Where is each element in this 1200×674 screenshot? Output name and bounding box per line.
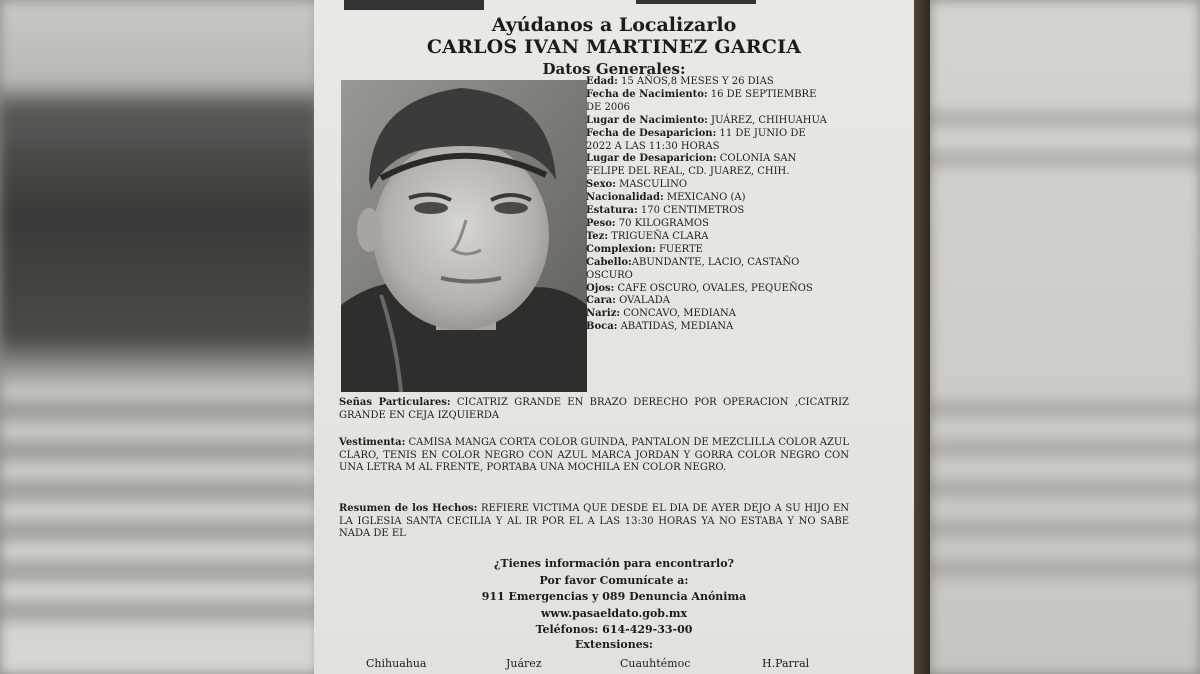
detail-value: 16 DE SEPTIEMBRE DE 2006 [586, 88, 817, 113]
detail-label: Edad: [586, 76, 618, 87]
clothing [339, 437, 849, 475]
clothing-label: Vestimenta: [339, 437, 406, 448]
detail-value: JUÁREZ, CHIHUAHUA [707, 114, 827, 126]
detail-value: 11 DE JUNIO DE 2022 A LAS 11:30 HORAS [586, 127, 806, 152]
detail-label: Sexo: [586, 179, 616, 191]
detail-value: OVALADA [615, 295, 670, 307]
detail-value: ABATIDAS, MEDIANA [617, 321, 734, 333]
general-data-list [586, 76, 831, 334]
section-title: Datos Generales: [542, 60, 686, 78]
detail-label: Cara: [586, 295, 616, 307]
detail-row [586, 295, 831, 308]
detail-label: Tez: [586, 230, 609, 242]
detail-value: ABUNDANTE, LACIO, CASTAÑO OSCURO [586, 256, 800, 281]
incident-summary [339, 503, 849, 541]
detail-value: COLONIA SAN FELIPE DEL REAL, CD. JUAREZ, CHIH. [586, 153, 797, 178]
contact-phones: Teléfonos: 614-429-33-00 [535, 623, 693, 636]
detail-label: Cabello: [586, 256, 632, 268]
detail-row [586, 128, 831, 154]
person-photo-illustration [341, 80, 587, 392]
detail-row [586, 231, 831, 244]
detail-label: Boca: [586, 321, 618, 333]
detail-value: FUERTE [655, 243, 703, 255]
incident-summary-label: Resumen de los Hechos: [339, 503, 478, 514]
detail-label: Nacionalidad: [586, 192, 664, 204]
detail-row [586, 89, 831, 115]
detail-row [586, 76, 831, 89]
detail-value: CONCAVO, MEDIANA [620, 308, 736, 320]
detail-value: TRIGUEÑA CLARA [608, 230, 709, 242]
detail-row [586, 205, 831, 218]
detail-label: Complexion: [586, 243, 656, 255]
clothing-value: CAMISA MANGA CORTA COLOR GUINDA, PANTALON DE MEZCLILLA COLOR AZUL CLARO, TENIS EN COLOR NEGRO CON AZUL MARCA JORDAN Y GORRA COLOR NEGRO CON UNA LETRA M AL FRENTE, PORTABA UNA MOCHILA EN COLOR NEGRO. [339, 437, 849, 473]
detail-row [586, 192, 831, 205]
detail-row [586, 115, 831, 128]
contact-please: Por favor Comunícate a: [539, 573, 689, 587]
detail-row [586, 218, 831, 231]
detail-value: 170 CENTIMETROS [637, 205, 745, 217]
detail-row [586, 244, 831, 257]
poster-heading: Ayúdanos a Localizarlo [491, 14, 737, 36]
detail-value: 15 AÑOS,8 MESES Y 26 DIAS [617, 76, 774, 87]
extensions-title: Extensiones: [575, 638, 653, 651]
contact-question: ¿Tienes información para encontrarlo? [493, 557, 735, 570]
header-logo-strip-right [636, 0, 756, 4]
detail-label: Estatura: [586, 205, 638, 217]
missing-person-poster [314, 0, 914, 674]
detail-row [586, 321, 831, 334]
person-photo [341, 80, 587, 392]
contact-emergency: 911 Emergencias y 089 Denuncia Anónima [481, 590, 747, 603]
contact-website: www.pasaeldato.gob.mx [540, 606, 688, 620]
incident-summary-value: REFIERE VICTIMA QUE DESDE EL DIA DE AYER DEJO A SU HIJO EN LA IGLESIA SANTA CECILIA Y AL IR POR EL A LAS 13:30 HORAS YA NO ESTABA Y NO SABE NADA DE EL [339, 503, 849, 539]
detail-row [586, 283, 831, 296]
distinguishing-marks-value: CICATRIZ GRANDE EN BRAZO DERECHO POR OPERACION ,CICATRIZ GRANDE EN CEJA IZQUIERDA [339, 397, 849, 421]
extension-juarez: Juárez [506, 657, 542, 670]
header-logo-strip [344, 0, 484, 10]
detail-row [586, 179, 831, 192]
detail-value: CAFE OSCURO, OVALES, PEQUEÑOS [614, 282, 813, 294]
detail-value: MEXICANO (A) [663, 192, 746, 204]
detail-label: Lugar de Desaparicion: [586, 153, 717, 165]
detail-row [586, 308, 831, 321]
person-name: CARLOS IVAN MARTINEZ GARCIA [426, 36, 802, 58]
contact-block [314, 556, 914, 639]
detail-label: Fecha de Desaparicion: [586, 127, 717, 139]
distinguishing-marks [339, 397, 849, 422]
blurred-background-right [930, 0, 1200, 674]
detail-label: Lugar de Nacimiento: [586, 114, 708, 126]
extension-chihuahua: Chihuahua [366, 657, 427, 670]
distinguishing-marks-label: Señas Particulares: [339, 397, 451, 408]
blurred-background-left [0, 0, 318, 674]
detail-label: Fecha de Nacimiento: [586, 88, 708, 100]
detail-value: 70 KILOGRAMOS [615, 217, 709, 229]
detail-value: MASCULINO [615, 179, 688, 191]
detail-row [586, 153, 831, 179]
detail-row [586, 257, 831, 283]
detail-label: Nariz: [586, 308, 621, 320]
extension-cuauhtemoc: Cuauhtémoc [620, 657, 691, 670]
detail-label: Peso: [586, 217, 616, 229]
extension-parral: H.Parral [762, 657, 810, 670]
detail-label: Ojos: [586, 282, 615, 294]
